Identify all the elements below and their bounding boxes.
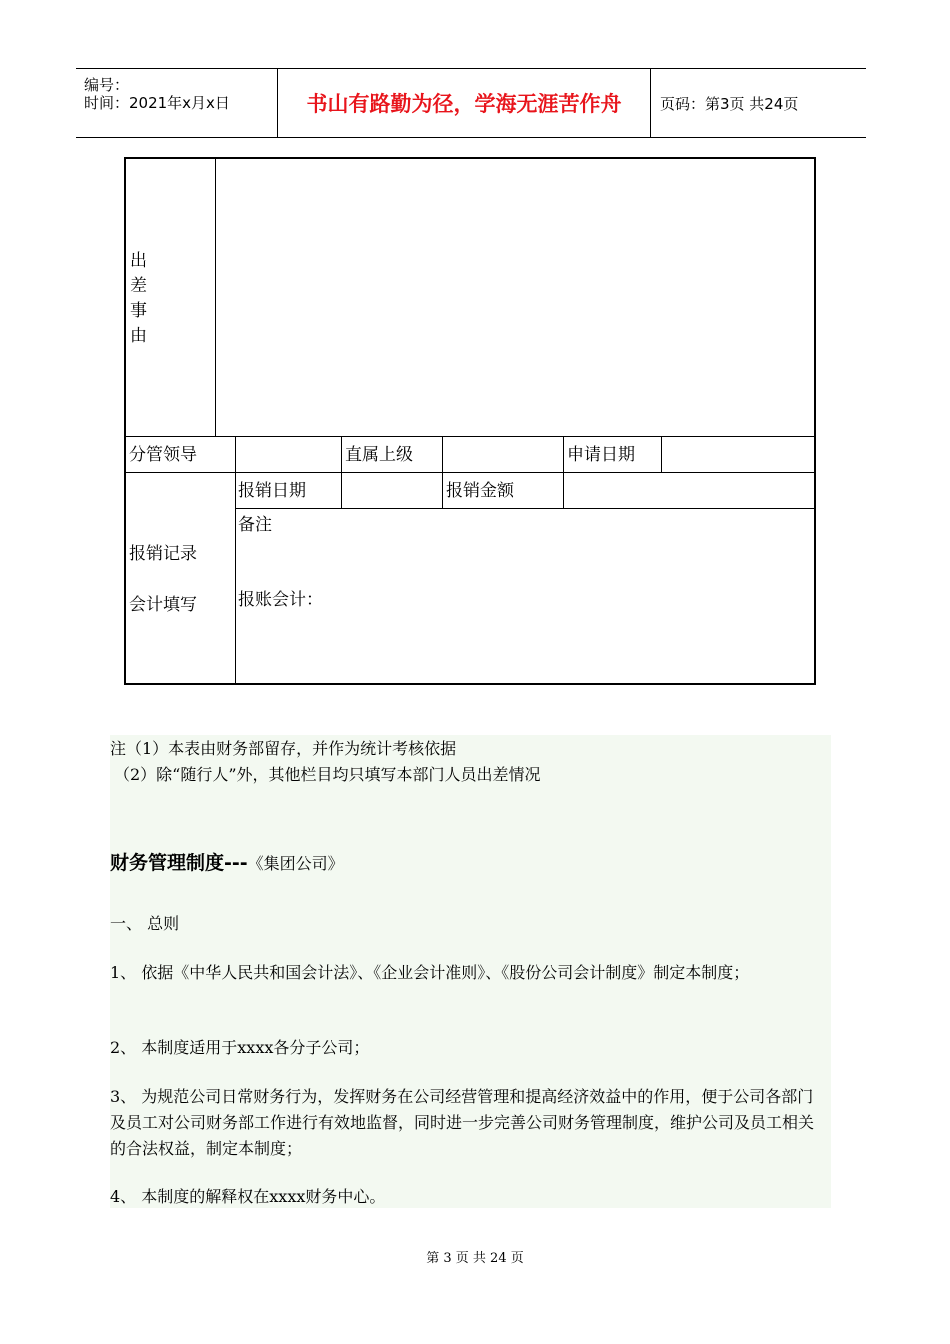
page-footer: 第 3 页 共 24 页 xyxy=(426,1251,524,1266)
reimb-date-label: 报销日期 xyxy=(238,481,306,501)
supervisor-label: 直属上级 xyxy=(345,445,413,465)
apply-date-label: 申请日期 xyxy=(567,445,635,465)
note-1: 注（1）本表由财务部留存，并作为统计考核依据 xyxy=(110,739,457,758)
page-header xyxy=(76,68,866,138)
code-label: 编号： xyxy=(84,76,130,94)
reason-label: 出差事由 xyxy=(130,251,147,346)
reimb-record-label: 报销记录 xyxy=(129,544,197,564)
reimb-amount-label: 报销金额 xyxy=(446,481,514,501)
accountant-fill-label: 会计填写 xyxy=(129,595,197,615)
page-info: 页码：第3页 共24页 xyxy=(660,94,799,113)
accountant-label: 报账会计： xyxy=(238,590,323,610)
list-item: 3、 为规范公司日常财务行为，发挥财务在公司经营管理和提高经济效益中的作用，便于公司各部门及员工对公司财务部工作进行有效地监督，同时进一步完善公司财务管理制度，维护公司及员工相关的合法权益，制定本制度； xyxy=(110,1087,815,1158)
apply-date-field[interactable] xyxy=(662,437,814,472)
motto: 书山有路勤为径，学海无涯苦作舟 xyxy=(278,69,651,137)
travel-form-table xyxy=(124,157,816,685)
leader-label: 分管领导 xyxy=(129,445,197,465)
time-label: 时间：2021年x月x日 xyxy=(84,94,230,112)
section-title xyxy=(110,848,344,875)
reimb-amount-field[interactable] xyxy=(564,473,814,508)
remark-label: 备注 xyxy=(238,515,272,535)
section-subtitle: 《集团公司》 xyxy=(247,854,344,873)
list-item: 4、 本制度的解释权在xxxx财务中心。 xyxy=(110,1187,386,1206)
section-title-text: 财务管理制度--- xyxy=(110,852,248,874)
reason-field[interactable] xyxy=(216,159,814,436)
chapter-heading: 一、 总则 xyxy=(110,914,180,933)
supervisor-field[interactable] xyxy=(443,437,563,472)
list-item: 1、 依据《中华人民共和国会计法》、《企业会计准则》、《股份公司会计制度》制定本制度； xyxy=(110,963,750,982)
leader-field[interactable] xyxy=(236,437,341,472)
header-meta xyxy=(76,69,278,137)
note-2: （2）除“随行人”外，其他栏目均只填写本部门人员出差情况 xyxy=(114,765,541,784)
list-item: 2、 本制度适用于xxxx各分子公司； xyxy=(110,1038,370,1057)
